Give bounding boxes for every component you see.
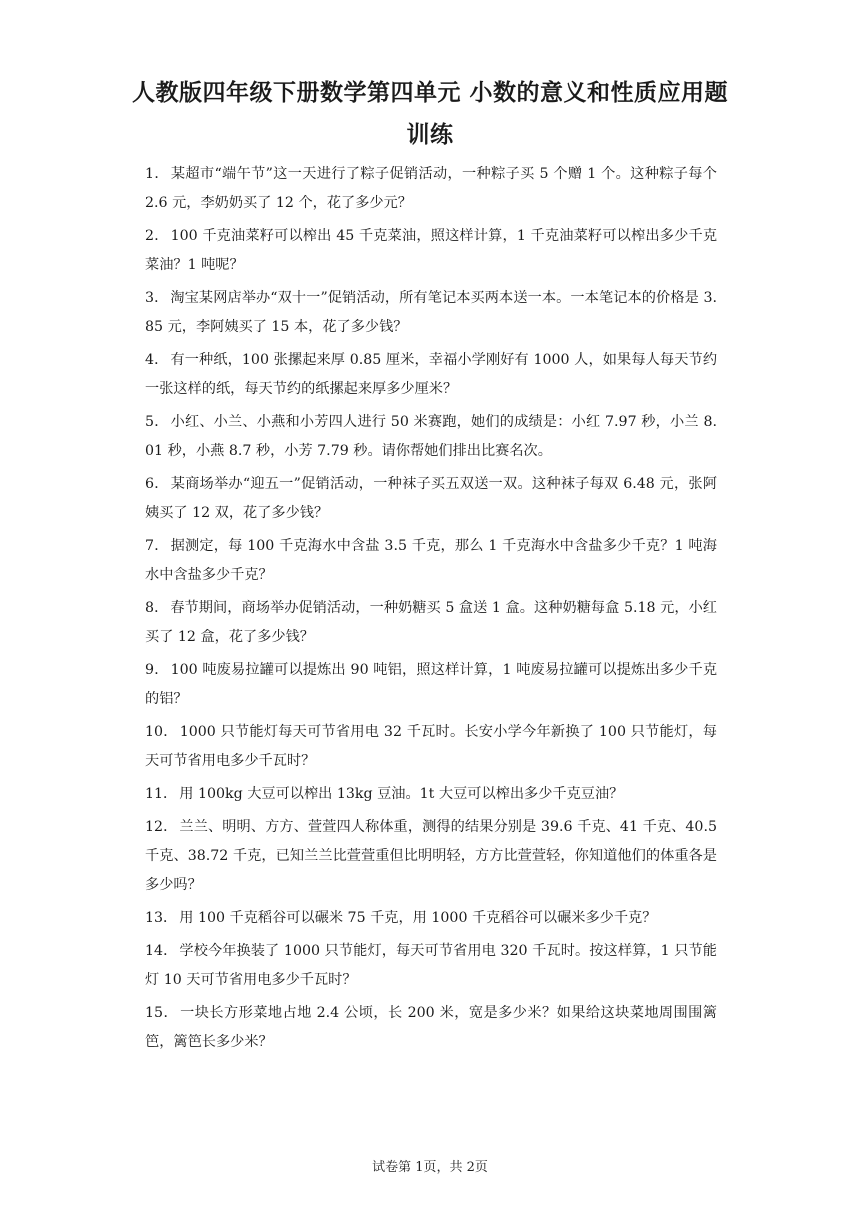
question-text: 淘宝某网店举办“双十一”促销活动，所有笔记本买两本送一本。一本笔记本的价格是 3.85 元，李阿姨买了 15 本，花了多少钱？: [145, 290, 717, 335]
question-text: 兰兰、明明、方方、萱萱四人称体重，测得的结果分别是 39.6 千克、41 千克、40.5 千克、38.72 千克，已知兰兰比萱萱重但比明明轻，方方比萱萱轻，你知道他们的体重各是多少吗？: [145, 819, 717, 893]
question-text: 据测定，每 100 千克海水中含盐 3.5 千克，那么 1 千克海水中含盐多少千克？1 吨海水中含盐多少千克？: [145, 538, 717, 583]
question-number: 9．: [145, 662, 169, 678]
question-number: 14．: [145, 943, 178, 959]
question-8: [145, 594, 717, 652]
question-13: [145, 904, 717, 933]
question-6: [145, 470, 717, 528]
question-number: 8．: [145, 600, 169, 616]
question-text: 春节期间，商场举办促销活动，一种奶糖买 5 盒送 1 盒。这种奶糖每盒 5.18 元，小红买了 12 盒，花了多少钱？: [145, 600, 717, 645]
question-number: 12．: [145, 819, 178, 835]
question-1: [145, 160, 717, 218]
question-number: 4．: [145, 352, 169, 368]
question-text: 100 吨废易拉罐可以提炼出 90 吨铝，照这样计算，1 吨废易拉罐可以提炼出多少千克的铝？: [145, 662, 718, 707]
question-list: [145, 160, 717, 1061]
question-text: 一块长方形菜地占地 2.4 公顷，长 200 米，宽是多少米？如果给这块菜地周围围篱笆，篱笆长多少米？: [145, 1005, 717, 1050]
question-text: 小红、小兰、小燕和小芳四人进行 50 米赛跑，她们的成绩是：小红 7.97 秒，小兰 8.01 秒，小燕 8.7 秒，小芳 7.79 秒。请你帮她们排出比赛名次。: [145, 414, 717, 459]
question-15: [145, 999, 717, 1057]
question-text: 学校今年换装了 1000 只节能灯，每天可节省用电 320 千瓦时。按这样算，1 只节能灯 10 天可节省用电多少千瓦时？: [145, 943, 717, 988]
page-title-line-1: 人教版四年级下册数学第四单元 小数的意义和性质应用题: [131, 79, 728, 106]
question-text: 用 100 千克稻谷可以碾米 75 千克，用 1000 千克稻谷可以碾米多少千克？: [179, 910, 657, 926]
question-number: 10．: [145, 724, 178, 740]
question-4: [145, 346, 717, 404]
question-text: 有一种纸，100 张摞起来厚 0.85 厘米，幸福小学刚好有 1000 人，如果每人每天节约一张这样的纸，每天节约的纸摞起来厚多少厘米？: [145, 352, 718, 397]
question-number: 15．: [145, 1005, 179, 1021]
page-title-line-2: 训练: [406, 121, 454, 148]
question-2: [145, 222, 717, 280]
question-number: 1．: [145, 166, 169, 182]
question-text: 用 100kg 大豆可以榨出 13kg 豆油。1t 大豆可以榨出多少千克豆油？: [179, 786, 624, 802]
question-number: 7．: [145, 538, 169, 554]
question-12: [145, 813, 717, 900]
question-number: 2．: [145, 228, 169, 244]
question-10: [145, 718, 717, 776]
question-number: 13．: [145, 910, 178, 926]
question-14: [145, 937, 717, 995]
question-11: [145, 780, 717, 809]
question-7: [145, 532, 717, 590]
question-5: [145, 408, 717, 466]
question-text: 1000 只节能灯每天可节省用电 32 千瓦时。长安小学今年新换了 100 只节能灯，每天可节省用电多少千瓦时？: [145, 724, 717, 769]
question-3: [145, 284, 717, 342]
question-number: 3．: [145, 290, 169, 306]
question-text: 某超市“端午节”这一天进行了粽子促销活动，一种粽子买 5 个赠 1 个。这种粽子每个 2.6 元，李奶奶买了 12 个，花了多少元？: [145, 166, 717, 211]
page-footer: 试卷第 1页，共 2页: [372, 1160, 488, 1175]
question-number: 5．: [145, 414, 169, 430]
question-9: [145, 656, 717, 714]
question-number: 11．: [145, 786, 178, 802]
question-text: 某商场举办“迎五一”促销活动，一种袜子买五双送一双。这种袜子每双 6.48 元，张阿姨买了 12 双，花了多少钱？: [145, 476, 718, 521]
question-number: 6．: [145, 476, 169, 492]
question-text: 100 千克油菜籽可以榨出 45 千克菜油，照这样计算，1 千克油菜籽可以榨出多少千克菜油？1 吨呢？: [145, 228, 718, 273]
